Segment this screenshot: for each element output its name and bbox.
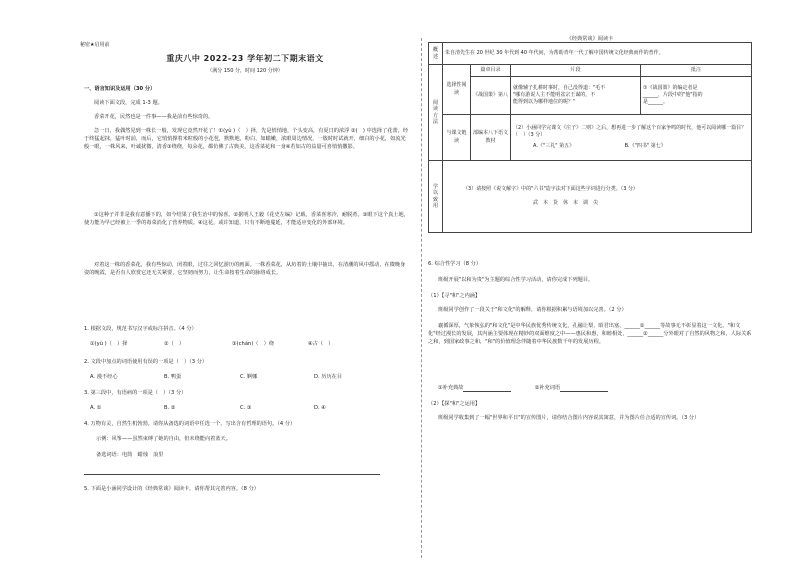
q4-words: 备选词语：电筒 蜡烛 浪里 <box>96 452 164 458</box>
q1-option: ②（ ） <box>164 341 185 347</box>
card-linked-reading: 与课文链读 <box>443 115 471 161</box>
question-2: 2. 文段中加点的词语使用有误的一项是（ ）（3 分） <box>84 359 208 365</box>
card-title: 《经典常谈》阅读卡 <box>566 36 614 42</box>
answer-line <box>84 474 380 475</box>
question-5: 5. 下面是小涵同学设计的《经典常谈》阅读卡，请你帮其完善内容。（8 分） <box>84 486 259 492</box>
question-1: 1. 根据文段，规范书写汉字或标注拼音。（4 分） <box>84 326 197 332</box>
page-title: 重庆八中 2022-23 学年初二下期末语文 <box>166 54 324 63</box>
card-row2-question: （2）小涵同学完课文《庄子》二则》之后，想再进一步了解这个百家争鸣的时代，他可以阅读哪一篇目？（ ）（3 分） <box>513 125 747 139</box>
section6-fills <box>428 384 752 392</box>
section1-heading: 一、语言知识及运用（30 分） <box>84 86 156 92</box>
card-row1-note <box>641 77 752 115</box>
card-apply-label: 学以致用 <box>429 161 443 233</box>
section1-intro: 阅读下面文段，完成 1-3 题。 <box>94 100 163 106</box>
card-apply-chars: 武 本 货 休 末 调 尖 <box>533 199 599 206</box>
fill-label-1: ①补充典故 <box>438 385 464 391</box>
q2-option-b: B. 鸭蛋 <box>164 374 182 380</box>
passage-p4: 对着这一株的香菜花，我有些惊动，闭着眼，过往之回忆游历的画面。一株香菜花，从坊着的土壤中抽出，在清潮的风中摇动，在微晚身姿的晚霞，是否有人欣赏它还无关紧要，它坚韧而努力，让生命按着生命的脉络成长。 <box>84 262 406 276</box>
card-apply-question: （3）请按照《说文解字》中的"六书"造字法对下面这些字词进行分类。（3 分） <box>463 186 639 193</box>
question-4: 4. 万物有灵，自然生机勃勃。请你从备选的词语中任选一个，写出含有哲理的语句。（4 分） <box>84 421 296 427</box>
passage-p3: ①这种子并非是我有意播下的，如今结果了我生治中的惊喜。②据明人王毅《花史左编》记载，香菜喜寒冷，耐脱肴。③眼下这个真土地，使力能为早已经被上一季的毒菜消化了营养物质。④这花，或许知道，只有不断地蔓延，才能适应变化的外部环境。 <box>84 212 409 226</box>
secret-mark: 秘密★启用前 <box>80 42 110 48</box>
q2-option-c: C. 婀娜 <box>240 374 258 380</box>
section6-heading: 6. 综合性学习（8 分） <box>428 261 482 267</box>
q3-option-c: C. ③ <box>240 405 252 411</box>
card-summary-label: 概述 <box>429 43 443 65</box>
card-head-note: 批注 <box>641 65 752 77</box>
card-row2-content <box>511 115 752 161</box>
card-option-b: B.《"四书" 第七》 <box>624 142 666 149</box>
q2-option-d: D. 历历在目 <box>314 374 343 380</box>
card-summary: 朱自清先生在 20 世纪 30 年代到 40 年代间，为帮助青年一代了解中国传统文化经典而作的普作。 <box>443 43 752 65</box>
section6-intro: 班级开展"以和为贵"为主题的综合性学习活动，请你完成下列题目。 <box>438 277 594 283</box>
note-line: ______，片段中的"他"指的 <box>643 91 703 98</box>
q1-option: ③(chán)（ ）绕 <box>232 341 275 347</box>
page-subtitle: （满分 150 分，时间 120 分钟） <box>207 68 283 74</box>
excerpt-line: "哪有游说人主不能明盆宗王谋的，不 <box>513 91 596 98</box>
card-head-excerpt: 片段 <box>511 65 641 77</box>
q2-option-a: A. 漫不经心 <box>90 374 118 380</box>
card-row2-options <box>513 143 749 150</box>
fill-blank-2[interactable] <box>560 386 608 392</box>
q1-option: ④古（ ） <box>308 341 334 347</box>
card-apply-content <box>443 161 752 233</box>
q3-option-d: D. ④ <box>314 405 326 411</box>
q3-option-a: A. ① <box>90 405 102 411</box>
section6-paragraph: 襄循深厚，气象恢弘的"和文化"是中华民族优秀传统文化，孔融让梨、昭君出塞、______①______等故事无不彰显着这一文化。"和文化"经过漫长的发展，其内涵主要体现在精妙的双面维度之中——惠民和惠，和睦相处，______②______分外眼对了自然的风物之和，人际关系之和，到国家政事之和，"和"的价值理念伴随着中华民族数千年的发展历程。 <box>428 323 752 346</box>
card-head-titles: 篇章目录 <box>471 65 511 77</box>
section6-sub2-text: 班级同学收集到了一幅"世界和平日"的宣传图片，请你结合图片内容说其寓意，并为图片任合适的宣传词。（3 分） <box>438 415 700 421</box>
q3-option-b: B. ② <box>164 405 176 411</box>
fold-divider <box>421 38 422 558</box>
note-line: 是______。 <box>643 99 669 106</box>
passage-p1: 香菜开花，民然也是一件事——我是前有些惊奇的。 <box>94 114 214 120</box>
card-method-label: 阅读方法 <box>429 65 443 161</box>
section6-sub2: （2）【探"和"之运用】 <box>428 401 481 407</box>
card-row2-title: 部编本八下语文教材 <box>471 115 511 161</box>
section6-sub1-text: 班级同学创作了一段关于"和文化"的解释，请你根据积累与语境加以完善。（2 分） <box>438 307 627 313</box>
card-row1-title: 《战国策》第八 <box>471 77 511 115</box>
fill-blank-1[interactable] <box>463 386 511 392</box>
q4-example: 示例：风筝——虽然束缚了她的自由，但未绕能向着蓝天。 <box>96 436 231 442</box>
card-selective-reading: 选择性阅读 <box>443 65 471 115</box>
question-3: 3. 第三段中，有语病的一项是（ ）（3 分） <box>84 390 187 396</box>
q1-option: ①(yù )（ ）择 <box>90 341 128 347</box>
excerpt-line: 就像辅子扎耕时事时，自己没得道："毛不 <box>513 84 606 91</box>
note-line: ①《战国策》的编定者是 <box>643 84 698 91</box>
card-row1-excerpt <box>511 77 641 115</box>
section6-sub1: （1）【寻"和"之内涵】 <box>428 293 481 299</box>
card-option-a: A.《"三礼" 第五》 <box>533 142 575 149</box>
reading-card-table <box>428 42 752 233</box>
excerpt-line: 能得到以为哪样地位的呢？" <box>513 99 576 106</box>
passage-p2: 急一日，我偶然见到一株长一般，发现它竟然开花了！①(yù )（ ）择，先是悄悄地，个头变高，有夏日的浓浮 ②( ) 中选择了花蕾，经于终猛起抹，猛叶时前，而后，它悄悄撑着米粒般的小花苞，默默地，粉白、如蜡嫩，浓眼周边情况，一簇时时试就开，细白的小花，如流光般一眼，一株风来，叶诚扰微，清香③绕绕，每朵花，都仿佛了古典美，这香菜花和一身④若如古的益量可喜悄悄撒影。 <box>84 128 409 150</box>
fill-label-2: ②补充词语 <box>534 385 561 391</box>
